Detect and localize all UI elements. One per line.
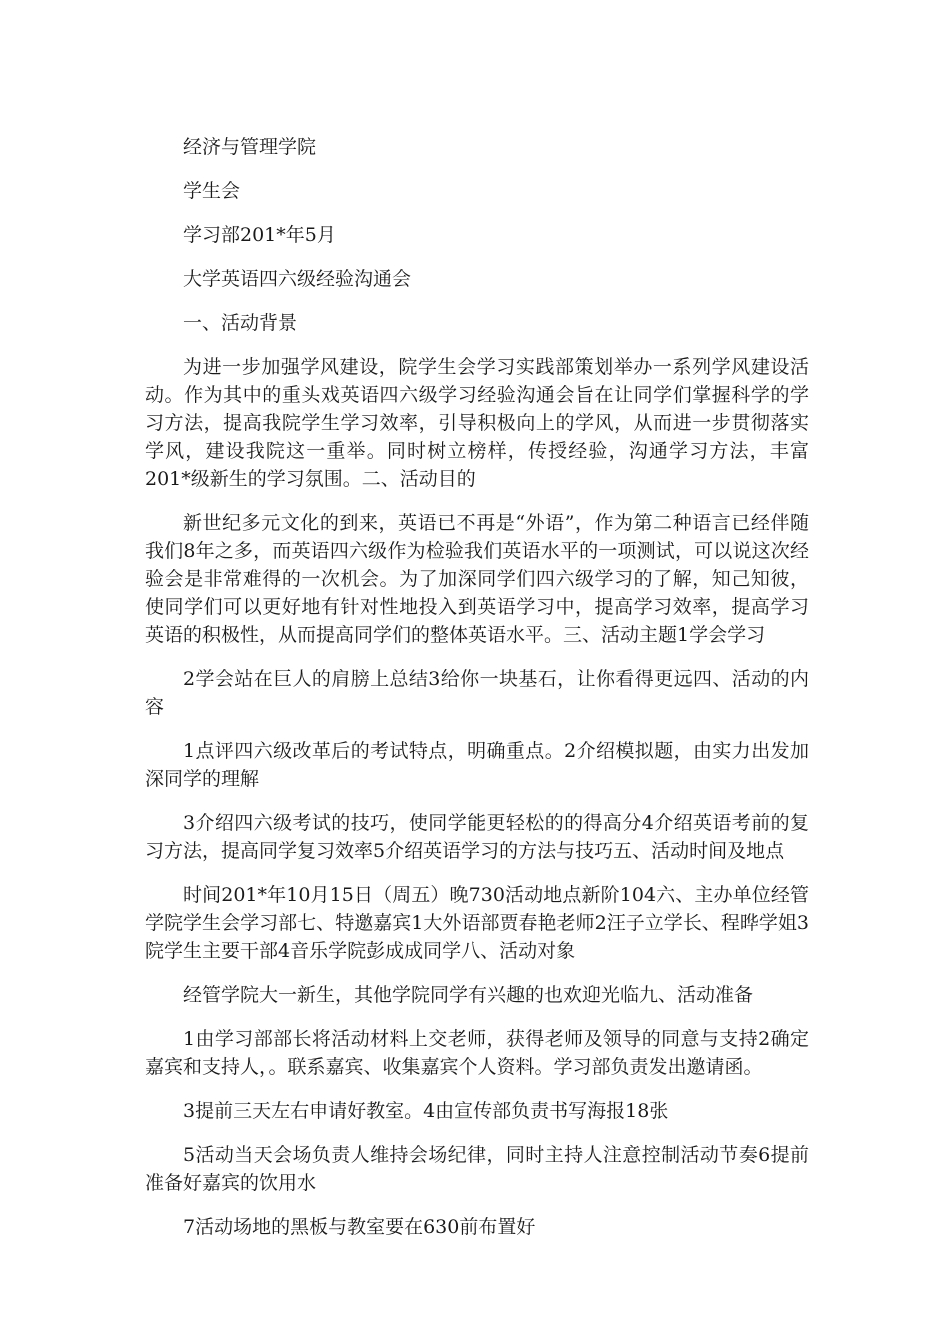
department-date: 学习部201*年5月 — [183, 224, 336, 246]
org-unit: 学生会 — [183, 180, 241, 202]
document-body — [145, 133, 809, 1257]
document-title: 大学英语四六级经验沟通会 — [183, 268, 412, 290]
paragraph-time-place: 时间201*年10月15日（周五）晚730活动地点新阶104六、主办单位经管学院学生会学习部七、特邀嘉宾1大外语部贾春艳老师2汪子立学长、程晔学姐3院学生主要干部4音乐学院彭成成同学八、活动对象 — [145, 884, 809, 962]
paragraph-background: 为进一步加强学风建设，院学生会学习实践部策划举办一系列学风建设活动。作为其中的重头戏英语四六级学习经验沟通会旨在让同学们掌握科学的学习方法，提高我院学生学习效率，引导积极向上的学风，从而进一步贯彻落实学风，建设我院这一重举。同时树立榜样，传授经验，沟通学习方法，丰富201*级新生的学习氛围。二、活动目的 — [145, 356, 809, 490]
paragraph-preparation-2: 3提前三天左右申请好教室。4由宣传部负责书写海报18张 — [183, 1100, 669, 1122]
paragraph-audience: 经管学院大一新生，其他学院同学有兴趣的也欢迎光临九、活动准备 — [183, 984, 754, 1006]
paragraph-preparation-1: 1由学习部部长将活动材料上交老师，获得老师及领导的同意与支持2确定嘉宾和支持人，。联系嘉宾、收集嘉宾个人资料。学习部负责发出邀请函。 — [145, 1028, 809, 1078]
paragraph-purpose: 新世纪多元文化的到来，英语已不再是“外语”，作为第二种语言已经伴随我们8年之多，而英语四六级作为检验我们英语水平的一项测试，可以说这次经验会是非常难得的一次机会。为了加深同学们四六级学习的了解，知己知彼，使同学们可以更好地有针对性地投入到英语学习中，提高学习效率，提高学习英语的积极性，从而提高同学们的整体英语水平。三、活动主题1学会学习 — [145, 512, 809, 646]
paragraph-preparation-4: 7活动场地的黑板与教室要在630前布置好 — [183, 1216, 536, 1238]
paragraph-content-1: 1点评四六级改革后的考试特点，明确重点。2介绍模拟题，由实力出发加深同学的理解 — [145, 740, 809, 790]
org-name: 经济与管理学院 — [183, 136, 317, 158]
paragraph-theme: 2学会站在巨人的肩膀上总结3给你一块基石，让你看得更远四、活动的内容 — [145, 668, 809, 718]
paragraph-content-2: 3介绍四六级考试的技巧，使同学能更轻松的的得高分4介绍英语考前的复习方法，提高同学复习效率5介绍英语学习的方法与技巧五、活动时间及地点 — [145, 812, 809, 862]
paragraph-preparation-3: 5活动当天会场负责人维持会场纪律，同时主持人注意控制活动节奏6提前准备好嘉宾的饮用水 — [145, 1144, 809, 1194]
section-heading-background: 一、活动背景 — [183, 312, 298, 334]
